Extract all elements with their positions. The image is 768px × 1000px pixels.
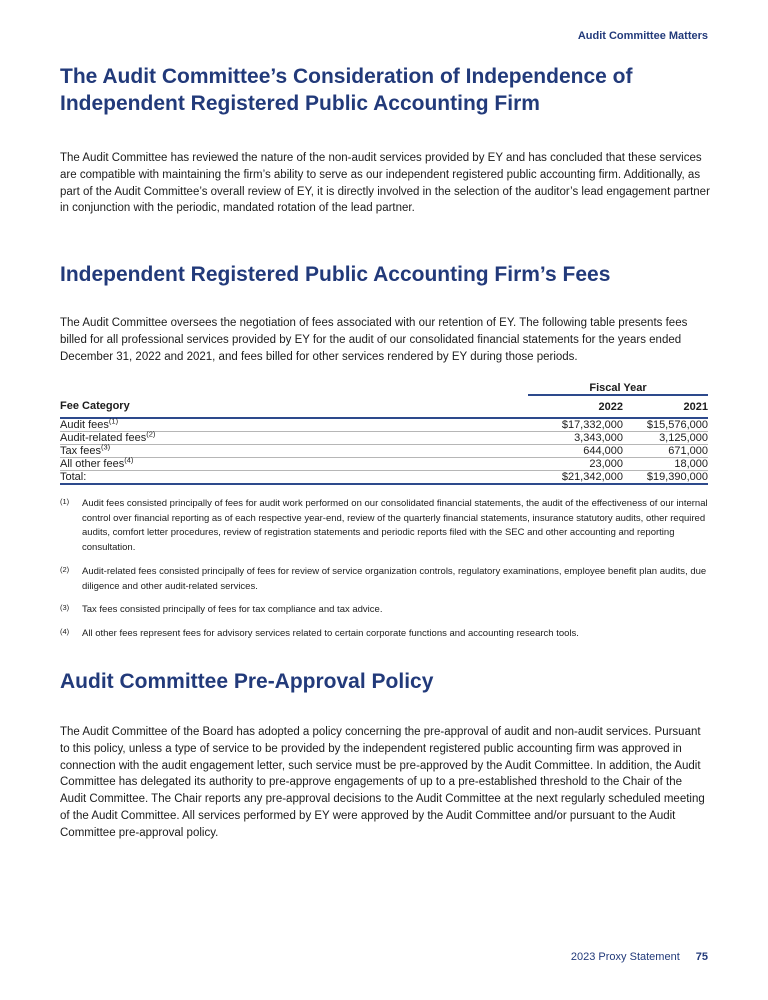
independence-paragraph: The Audit Committee has reviewed the nature of the non-audit services provided by EY and has concluded that these services are compatible with maintaining the firm’s ability to serve as our independent registered public accounting firm. Additionally, as part of the Audit Committee’s overall review of EY, it is directly involved in the selection of the auditor’s lead engagement partner in conjunction with the periodic, mandated rotation of the lead partner.	[60, 151, 710, 215]
running-header: Audit Committee Matters	[577, 30, 708, 42]
footnote-2	[60, 565, 712, 594]
value-2022: 3,343,000	[528, 431, 623, 444]
value-2021: $15,576,000	[623, 418, 708, 432]
footnote-3	[60, 603, 712, 618]
table-row-all-other-fees	[60, 457, 708, 470]
table-row-tax-fees	[60, 444, 708, 457]
footnote-text: Audit fees consisted principally of fees for audit work performed on our consolidated financial statements, the audit of the effectiveness of our internal control over financial reporting as of each respective year-end, review of the quarterly financial statements, insurance statutory audits, other required audits, comfort letter procedures, review of registration statements and periodic reports filed with the SEC and other accounting and reporting consultation.	[82, 497, 708, 554]
footnote-marker: (2)	[60, 564, 70, 574]
footnotes-block	[60, 497, 712, 642]
footer-page-number: 75	[695, 951, 708, 963]
fee-category-header: Fee Category	[60, 395, 528, 418]
fiscal-year-group-header: Fiscal Year	[528, 382, 708, 395]
table-spacer-cell	[60, 382, 528, 395]
footnote-ref-4: (4)	[124, 455, 134, 465]
fees-paragraph: The Audit Committee oversees the negotiation of fees associated with our retention of EY. The following table presents fees billed for all professional services provided by EY for the audit of our consolidated financial statements for the years ended December 31, 2022 and 2021, and fees billed for other services rendered by EY during those periods.	[60, 317, 688, 364]
footnote-ref-2: (2)	[146, 429, 156, 439]
table-row-audit-fees	[60, 418, 708, 432]
footnote-marker: (4)	[60, 627, 70, 637]
footnote-text: Tax fees consisted principally of fees for tax compliance and tax advice.	[82, 604, 383, 616]
total-label: Total:	[60, 470, 528, 484]
year-2022-header: 2022	[528, 395, 623, 418]
value-2022: 23,000	[528, 457, 623, 470]
row-label: Audit-related fees	[60, 431, 147, 444]
footnote-text: All other fees represent fees for advisory services related to certain corporate functions and accounting research tools.	[82, 628, 579, 640]
footnote-ref-1: (1)	[108, 416, 119, 426]
preapproval-paragraph: The Audit Committee of the Board has adopted a policy concerning the pre-approval of audit and non-audit services. Pursuant to this policy, unless a type of service to be provided by the independent registered public accounting firm was approved in connection with the audit engagement letter, such service must be pre-approved by the Audit Committee. In addition, the Audit Committee has delegated its authority to pre-approve engagements of up to a pre-established threshold to the Chair of the Audit Committee. The Chair reports any pre-approval decisions to the Audit Committee at the next regularly scheduled meeting of the Audit Committee. All services performed by EY were approved by the Audit Committee and/or pursuant to the Audit Committee pre-approval policy.	[60, 725, 705, 840]
row-label: Audit fees	[60, 418, 109, 431]
footnote-marker: (1)	[60, 496, 70, 506]
footnote-ref-3: (3)	[100, 442, 111, 452]
value-2021: 3,125,000	[623, 431, 708, 444]
table-row-audit-related-fees	[60, 431, 708, 444]
value-2022: 644,000	[528, 444, 623, 457]
value-2022: $17,332,000	[528, 418, 623, 432]
footnote-4	[60, 627, 712, 642]
row-label: All other fees	[60, 457, 125, 470]
footer-doc-title: 2023 Proxy Statement	[570, 951, 680, 963]
total-2022: $21,342,000	[528, 470, 623, 484]
page-footer	[571, 951, 708, 963]
preapproval-section-title: Audit Committee Pre-Approval Policy	[60, 669, 434, 693]
page-title: The Audit Committee’s Consideration of Independence of Independent Registered Public Accounting Firm	[60, 65, 633, 115]
table-row-total	[60, 470, 708, 484]
column-header-row	[60, 395, 708, 418]
row-label: Tax fees	[60, 444, 101, 457]
value-2021: 671,000	[623, 444, 708, 457]
footnote-marker: (3)	[60, 603, 70, 613]
fees-section-title: Independent Registered Public Accounting Firm’s Fees	[60, 263, 611, 287]
fees-table	[60, 382, 708, 485]
footnote-1	[60, 497, 712, 556]
total-2021: $19,390,000	[623, 470, 708, 484]
fiscal-year-header-row	[60, 382, 708, 395]
value-2021: 18,000	[623, 457, 708, 470]
year-2021-header: 2021	[623, 395, 708, 418]
footnote-text: Audit-related fees consisted principally of fees for review of service organization controls, regulatory examinations, employee benefit plan audits, due diligence and other audit-related services.	[82, 565, 707, 592]
